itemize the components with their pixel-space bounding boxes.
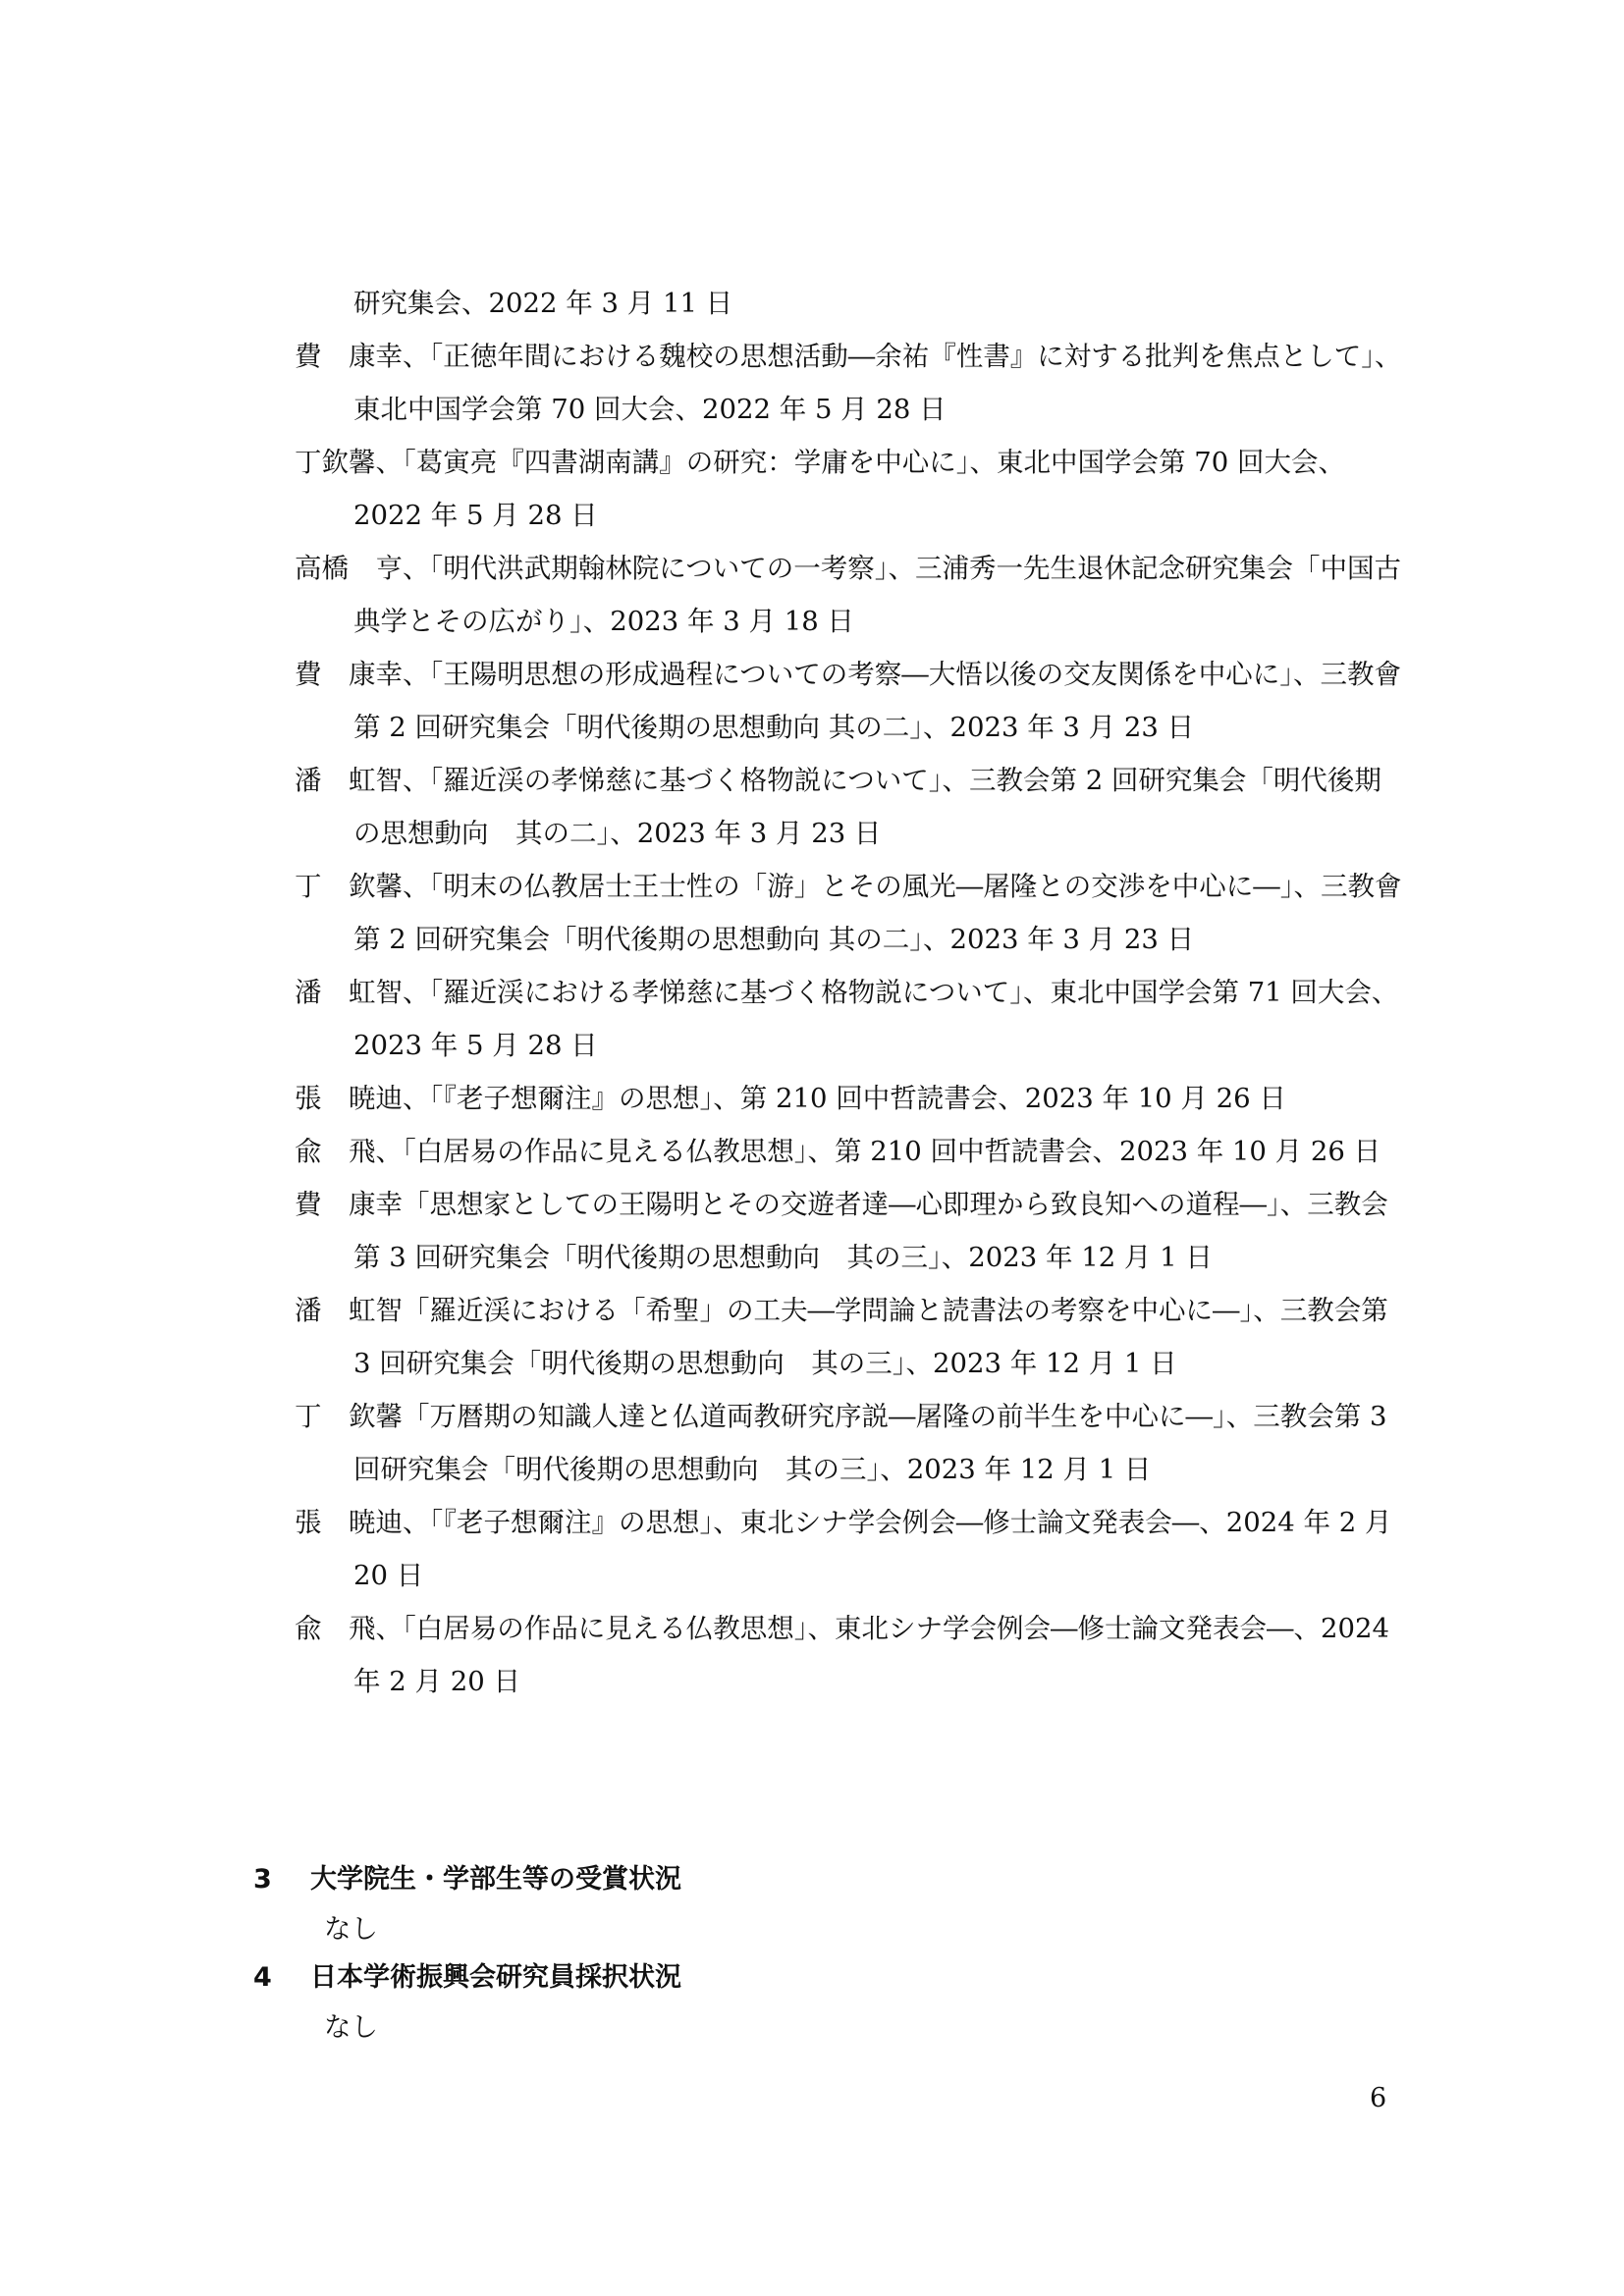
presentation-entry: 兪 飛、「白居易の作品に見える仏教思想」、東北シナ学会例会―修士論文発表会―、2024 年 2 月 20 日	[295, 1613, 1389, 1697]
presentation-entry: 費 康幸、「正徳年間における魏校の思想活動―余祐『性書』に対する批判を焦点として」、東北中国学会第 70 回大会、2022 年 5 月 28 日	[295, 341, 1402, 425]
section-body-jsps: なし	[324, 2011, 378, 2043]
presentation-entry: 潘 虹智、「羅近渓の孝悌慈に基づく格物説について」、三教会第 2 回研究集会「明代後期の思想動向 其の二」、2023 年 3 月 23 日	[295, 765, 1381, 849]
section-title: 大学院生・学部生等の受賞状況	[310, 1864, 681, 1895]
presentation-list	[295, 330, 1404, 1708]
presentation-entry: 高橋 亨、「明代洪武期翰林院についての一考察」、三浦秀一先生退休記念研究集会「中国古典学とその広がり」、2023 年 3 月 18 日	[295, 553, 1401, 637]
section-body-awards: なし	[324, 1913, 378, 1945]
presentation-entry: 張 暁迪、「『老子想爾注』の思想」、第 210 回中哲読書会、2023 年 10 月 26 日	[295, 1083, 1286, 1114]
presentation-entry: 費 康幸、「王陽明思想の形成過程についての考察―大悟以後の交友関係を中心に」、三教會第 2 回研究集会「明代後期の思想動向 其の二」、2023 年 3 月 23 日	[295, 659, 1401, 743]
presentation-entry: 丁欽馨、「葛寅亮『四書湖南講』の研究：学庸を中心に」、東北中国学会第 70 回大会、2022 年 5 月 28 日	[295, 447, 1345, 531]
section-number: 4	[253, 1962, 272, 1993]
presentation-entry: 費 康幸「思想家としての王陽明とその交遊者達―心即理から致良知への道程―」、三教会第 3 回研究集会「明代後期の思想動向 其の三」、2023 年 12 月 1 日	[295, 1189, 1388, 1273]
section-number: 3	[253, 1864, 272, 1895]
section-title: 日本学術振興会研究員採択状況	[310, 1962, 681, 1993]
presentation-entry: 兪 飛、「白居易の作品に見える仏教思想」、第 210 回中哲読書会、2023 年 10 月 26 日	[295, 1136, 1381, 1167]
presentation-entry: 張 暁迪、「『老子想爾注』の思想」、東北シナ学会例会―修士論文発表会―、2024 年 2 月 20 日	[295, 1507, 1392, 1591]
presentation-entry: 丁 欽馨、「明末の仏教居士王士性の「游」とその風光―屠隆との交渉を中心に―」、三教會第 2 回研究集会「明代後期の思想動向 其の二」、2023 年 3 月 23 日	[295, 871, 1402, 955]
presentation-entry: 丁 欽馨「万暦期の知識人達と仏道両教研究序説―屠隆の前半生を中心に―」、三教会第 3 回研究集会「明代後期の思想動向 其の三」、2023 年 12 月 1 日	[295, 1401, 1387, 1485]
section-heading-jsps	[253, 1958, 681, 1998]
section-heading-awards	[253, 1860, 681, 1899]
continuation-line: 研究集会、2022 年 3 月 11 日	[353, 288, 733, 319]
presentation-entry: 潘 虹智、「羅近渓における孝悌慈に基づく格物説について」、東北中国学会第 71 回大会、2023 年 5 月 28 日	[295, 977, 1399, 1061]
page-number: 6	[1370, 2083, 1387, 2113]
presentation-entry: 潘 虹智「羅近渓における「希聖」の工夫―学問論と読書法の考察を中心に―」、三教会第 3 回研究集会「明代後期の思想動向 其の三」、2023 年 12 月 1 日	[295, 1295, 1388, 1379]
